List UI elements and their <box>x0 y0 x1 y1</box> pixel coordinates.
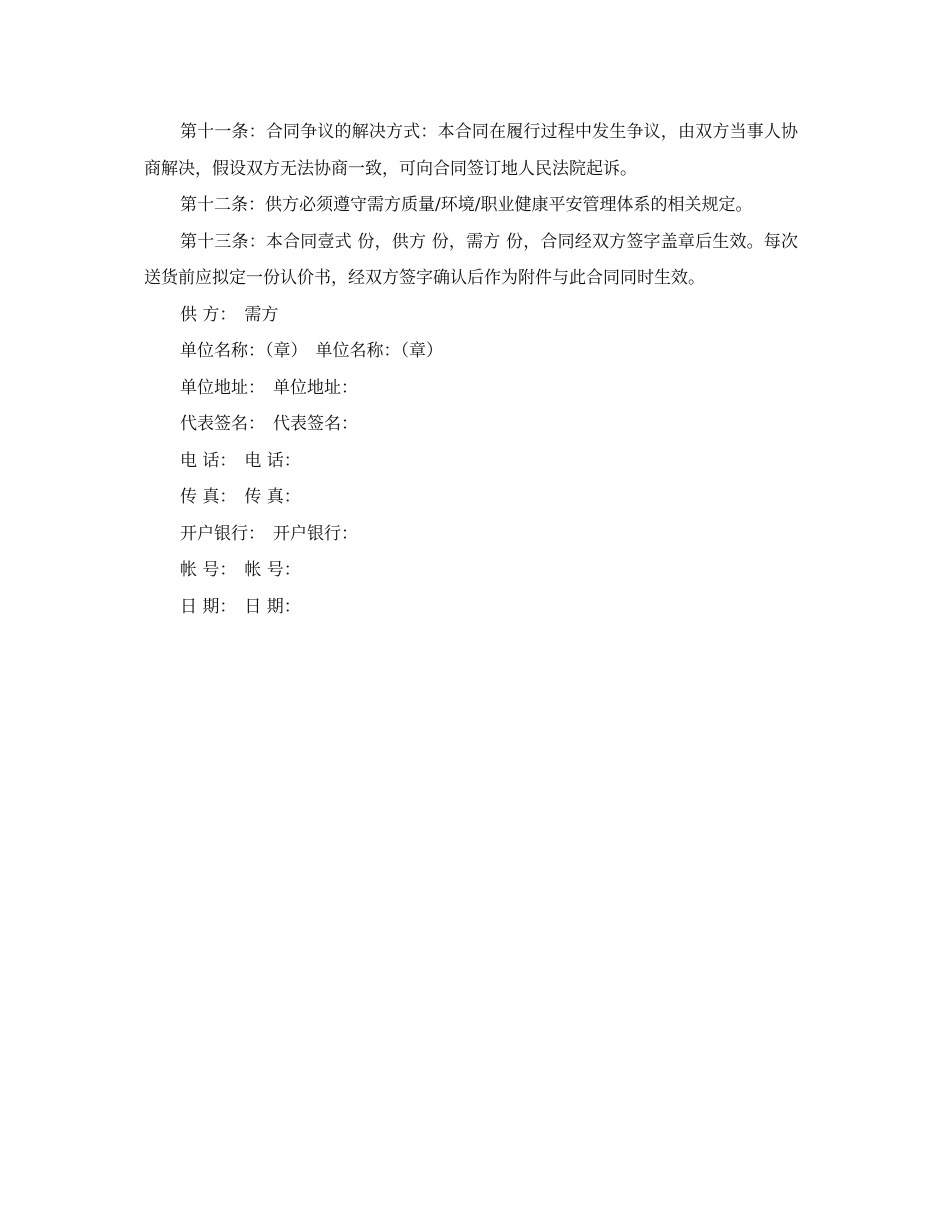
buyer-unit-address: 单位地址： <box>273 377 358 398</box>
signature-fax-row <box>144 479 798 516</box>
signature-parties-row <box>144 297 798 334</box>
buyer-phone: 电 话： <box>244 450 301 471</box>
buyer-representative: 代表签名： <box>273 414 358 434</box>
buyer-unit-name: 单位名称：（章） <box>315 341 443 361</box>
supplier-account: 帐 号： <box>180 560 237 580</box>
supplier-representative: 代表签名： <box>180 414 265 434</box>
clause-thirteen: 第十三条：本合同壹式 份，供方 份，需方 份，合同经双方签字盖章后生效。每次送货前应拟定一份认价书，经双方签字确认后作为附件与此合同同时生效。 <box>144 231 798 288</box>
supplier-unit-address: 单位地址： <box>180 377 265 398</box>
supplier-date: 日 期： <box>180 596 237 617</box>
supplier-label: 供 方： <box>180 304 237 325</box>
buyer-date: 日 期： <box>244 596 301 617</box>
buyer-label: 需方 <box>244 304 279 325</box>
signature-account-row <box>144 552 798 589</box>
buyer-fax: 传 真： <box>244 487 301 507</box>
supplier-phone: 电 话： <box>180 450 237 471</box>
signature-representative-row <box>144 406 798 443</box>
buyer-account: 帐 号： <box>244 560 301 580</box>
signature-unit-address-row <box>144 370 798 407</box>
signature-date-row <box>144 589 798 626</box>
contract-body <box>144 114 798 625</box>
signature-phone-row <box>144 443 798 480</box>
buyer-bank: 开户银行： <box>273 523 358 544</box>
supplier-bank: 开户银行： <box>180 523 265 544</box>
clause-twelve: 第十二条：供方必须遵守需方质量/环境/职业健康平安管理体系的相关规定。 <box>180 195 753 215</box>
supplier-unit-name: 单位名称：（章） <box>180 341 308 361</box>
supplier-fax: 传 真： <box>180 487 237 507</box>
signature-unit-name-row <box>144 333 798 370</box>
clause-eleven: 第十一条：合同争议的解决方式：本合同在履行过程中发生争议，由双方当事人协商解决，假设双方无法协商一致，可向合同签订地人民法院起诉。 <box>144 122 798 179</box>
signature-bank-row <box>144 516 798 553</box>
